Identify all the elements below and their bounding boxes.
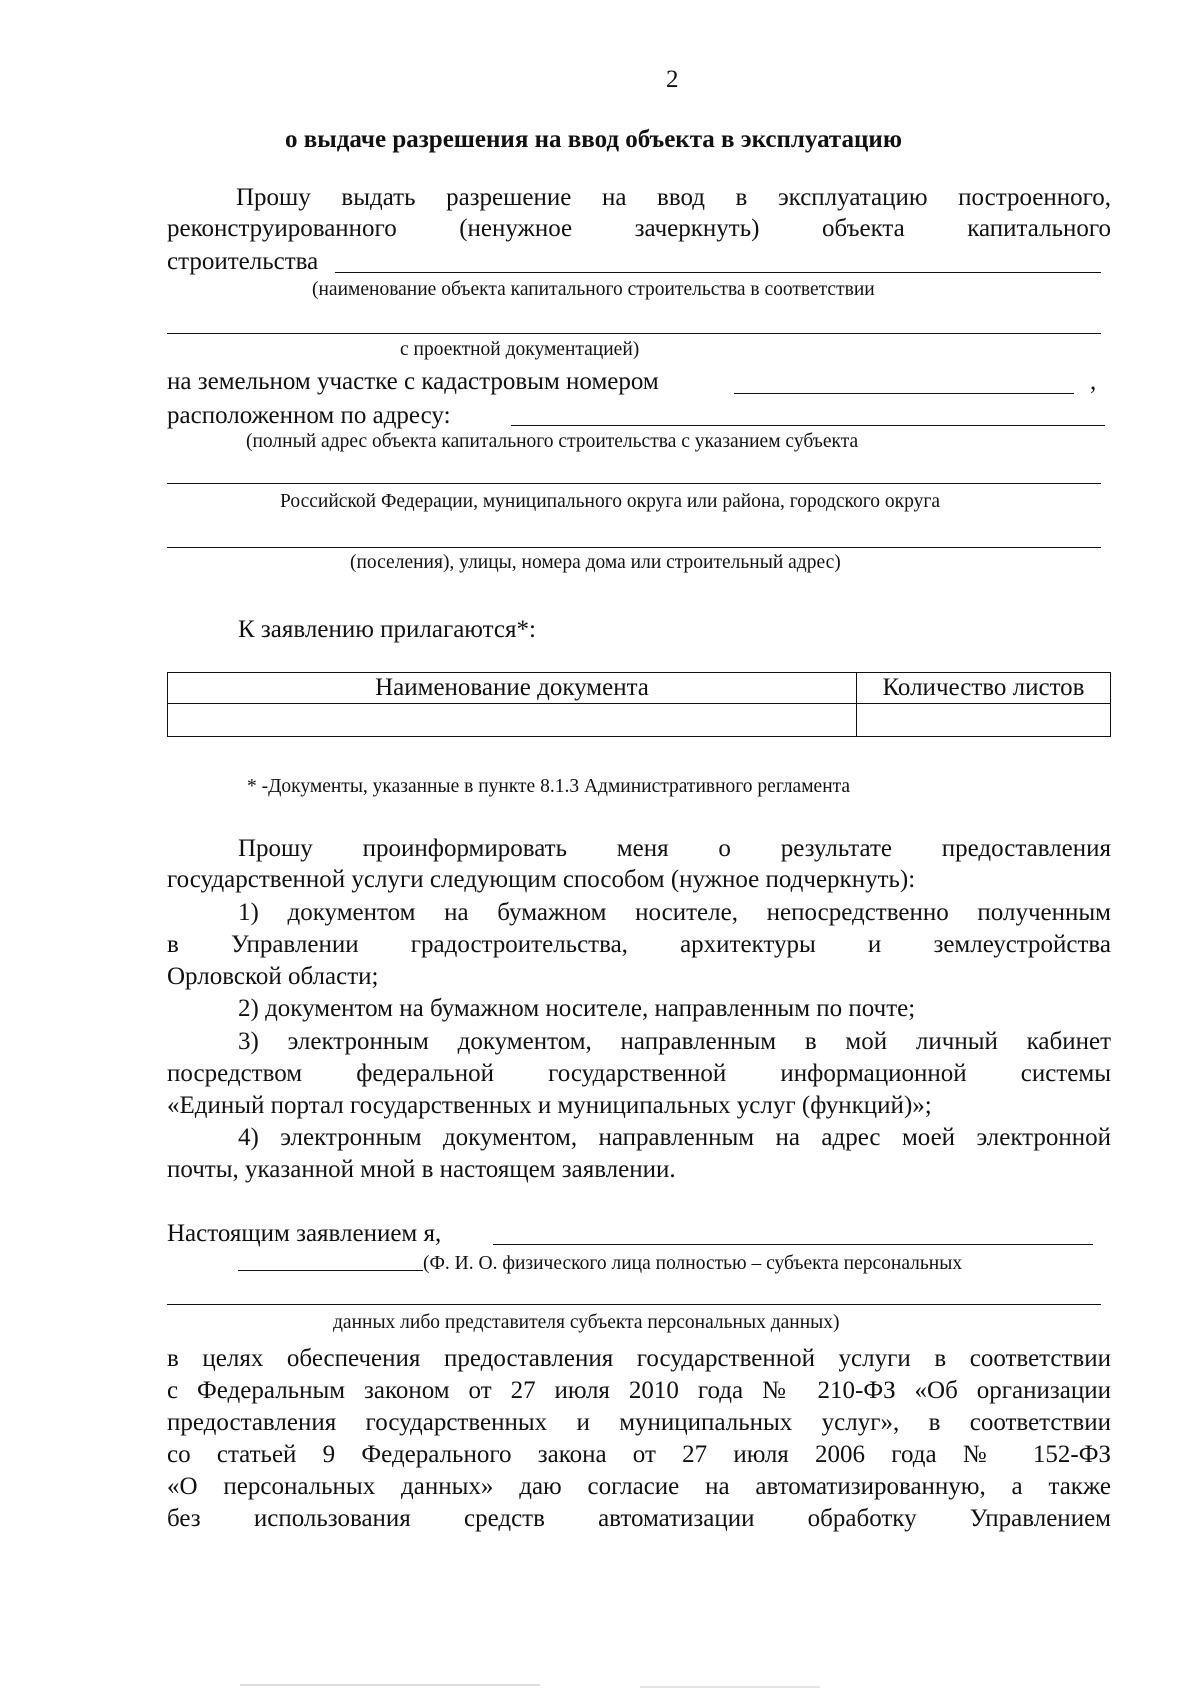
address-hint-1: (полный адрес объекта капитального строительства с указанием субъекта xyxy=(246,431,859,452)
address-hint-2: Российской Федерации, муниципального округа или района, городского округа xyxy=(280,491,941,512)
address-field[interactable] xyxy=(511,425,1105,426)
consent-line-5: «О персональных данных» даю согласие на автоматизированную, а также xyxy=(167,1473,1111,1500)
option-1-line-1: 1) документом на бумажном носителе, непосредственно полученным xyxy=(238,899,1111,926)
full-name-field[interactable] xyxy=(493,1244,1093,1245)
option-1-line-2: в Управлении градостроительства, архитектуры и землеустройства xyxy=(167,931,1111,958)
option-4-line-1: 4) электронным документом, направленным на адрес моей электронной xyxy=(238,1124,1111,1151)
attachments-label: К заявлению прилагаются*: xyxy=(238,616,536,643)
scan-noise xyxy=(240,1684,540,1686)
object-hint-2: с проектной документацией) xyxy=(400,339,640,360)
address-field-3[interactable] xyxy=(167,547,1101,548)
table-row xyxy=(168,704,1111,737)
consent-line-2: с Федеральным законом от 27 июля 2010 года № 210-ФЗ «Об организации xyxy=(167,1377,1111,1404)
address-hint-3: (поселения), улицы, номера дома или строительный адрес) xyxy=(350,552,841,573)
cadastral-comma: , xyxy=(1090,368,1097,395)
request-line-2: реконструированного (ненужное зачеркнуть) объекта капитального xyxy=(167,215,1111,242)
inform-line-1: Прошу проинформировать меня о результате предоставления xyxy=(238,835,1111,862)
full-name-hint-1: (Ф. И. О. физического лица полностью – субъекта персональных xyxy=(423,1253,963,1274)
cadastral-number-field[interactable] xyxy=(734,393,1074,394)
consent-line-3: предоставления государственных и муниципальных услуг», в соответствии xyxy=(167,1409,1111,1436)
request-line-1: Прошу выдать разрешение на ввод в эксплуатацию построенного, xyxy=(236,184,1111,211)
column-header-pages: Количество листов xyxy=(857,673,1111,704)
page-count-cell[interactable] xyxy=(857,704,1111,737)
full-name-hint-2: данных либо представителя субъекта персональных данных) xyxy=(333,1312,840,1333)
address-label: расположенном по адресу: xyxy=(167,402,451,429)
consent-line-1: в целях обеспечения предоставления государственной услуги в соответствии xyxy=(167,1345,1111,1372)
footnote: * -Документы, указанные в пункте 8.1.3 Административного регламента xyxy=(247,776,851,797)
cadastral-label: на земельном участке с кадастровым номером xyxy=(167,368,659,395)
option-3-line-1: 3) электронным документом, направленным в мой личный кабинет xyxy=(238,1028,1111,1055)
option-1-line-3: Орловской области; xyxy=(167,963,379,990)
column-header-document: Наименование документа xyxy=(168,673,857,704)
option-3-line-3: «Единый портал государственных и муниципальных услуг (функций)»; xyxy=(167,1092,932,1119)
object-name-field[interactable] xyxy=(335,272,1101,273)
consent-label: Настоящим заявлением я, xyxy=(167,1220,442,1247)
form-heading: о выдаче разрешения на ввод объекта в эксплуатацию xyxy=(285,126,902,153)
consent-line-4: со статьей 9 Федерального закона от 27 июля 2006 года № 152-ФЗ xyxy=(167,1441,1111,1468)
request-line-3: строительства xyxy=(167,248,319,275)
object-name-field-2[interactable] xyxy=(167,333,1101,334)
option-4-line-2: почты, указанной мной в настоящем заявлении. xyxy=(167,1156,676,1183)
object-hint-1: (наименование объекта капитального строительства в соответствии xyxy=(312,279,875,300)
option-2: 2) документом на бумажном носителе, направленным по почте; xyxy=(238,995,916,1022)
scan-noise xyxy=(640,1686,820,1688)
attachments-table xyxy=(167,672,1111,737)
option-3-line-2: посредством федеральной государственной информационной системы xyxy=(167,1060,1111,1087)
table-header-row xyxy=(168,673,1111,704)
consent-line-6: без использования средств автоматизации обработку Управлением xyxy=(167,1505,1111,1532)
full-name-field-2[interactable] xyxy=(167,1304,1101,1305)
inform-line-2: государственной услуги следующим способом (нужное подчеркнуть): xyxy=(167,866,916,893)
page-number: 2 xyxy=(666,66,679,93)
address-field-2[interactable] xyxy=(167,483,1101,484)
full-name-field-dash xyxy=(238,1270,423,1271)
document-name-cell[interactable] xyxy=(168,704,857,737)
